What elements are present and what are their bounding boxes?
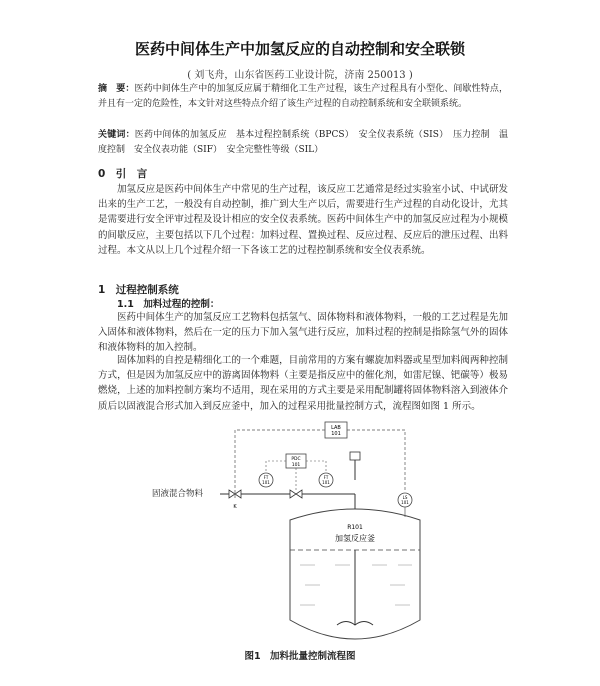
section-1-para-2: 固体加料的自控是精细化工的一个难题，目前常用的方案有螺旋加料器或星型加料阀两种控制方式，但是因为加氢反应中的游离固体物料（主要是指反应中的催化剂，如雷尼镍、钯碳等）极易燃烧，上述的加料控制方案均不适用，现在采用的方式主要是采用配制罐将固体物料溶入到液体介质后以固液混合形式加入到反应釜中，加入的过程采用批量控制方式，流程图如图 1 所示。	[98, 355, 508, 412]
pdc-signal-left	[266, 461, 286, 474]
agitator-motor	[350, 452, 360, 460]
valve-1-label: K	[233, 504, 237, 510]
reactor-name: 加氢反应釜	[335, 534, 375, 543]
section-0-heading: 0 引 言	[98, 168, 148, 180]
author-line: ( 刘飞舟，山东省医药工业设计院，济南 250013 )	[187, 70, 413, 81]
figure-caption: 图1 加料批量控制流程图	[244, 651, 356, 662]
signal-line-left	[235, 430, 325, 498]
paper-title: 医药中间体生产中加氢反应的自动控制和安全联锁	[134, 40, 465, 58]
section-1-1-heading: 1.1 加料过程的控制：	[117, 299, 220, 310]
feed-material-label: 固液混合物料	[152, 489, 204, 499]
flow-diagram	[140, 420, 470, 655]
section-0-text: 加氢反应是医药中间体生产中常见的生产过程，该反应工艺通常是经过实验室小试、中试研发出来的生产工艺，一般没有自动控制，推广到大生产以后，需要进行生产过程的自动化设计，尤其是需要进行安全评审过程及设计相应的安全仪表系统。医药中间体生产中的加氢反应过程为小规模的间歇反应，主要包括以下几个过程：加料过程、置换过程、反应过程、反应后的泄压过程、出料过程。本文从以上几个过程介绍一下各该工艺的过程控制系统和安全仪表系统。	[98, 184, 508, 256]
abstract-text: 医药中间体生产中的加氢反应属于精细化工生产过程，该生产过程具有小型化、间歇性特点，并且有一定的危险性，本文针对这些特点介绍了该生产过程的自动控制系统和安全联锁系统。	[98, 84, 508, 109]
abstract	[98, 82, 508, 112]
ft2-tag-top: FT	[323, 475, 329, 480]
section-1-heading: 1 过程控制系统	[98, 284, 179, 296]
abstract-label: 摘 要：	[98, 84, 135, 94]
pdc-signal-right	[306, 461, 326, 474]
ls-tag-top: LS	[402, 495, 408, 500]
ft2-tag-bottom: 101	[322, 480, 330, 485]
pdc-tag-top: PDC	[291, 457, 301, 462]
keywords-label: 关键词：	[98, 130, 135, 140]
lab-tag-bottom: 101	[331, 431, 341, 437]
signal-line-right	[347, 430, 405, 492]
pdc-tag-bottom: 101	[291, 463, 301, 468]
ls-tag-bottom: 101	[401, 500, 409, 505]
control-valve-2	[290, 490, 302, 498]
keywords	[98, 128, 508, 158]
ft1-tag-bottom: 101	[262, 480, 270, 485]
reactor-tag: R101	[347, 524, 363, 531]
lab-tag-top: LAB	[331, 425, 341, 431]
section-1-para-1: 医药中间体生产的加氢反应工艺物料包括氢气、固体物料和液体物料，一般的工艺过程是先加入固体和液体物料，然后在一定的压力下加入氢气进行反应，加料过程的控制是指除氢气外的固体和液体物料的加入控制。	[98, 312, 508, 354]
ft1-tag-top: FT	[263, 475, 269, 480]
keywords-text: 医药中间体的加氢反应 基本过程控制系统（BPCS） 安全仪表系统（SIS） 压力控制 温度控制 安全仪表功能（SIF） 安全完整性等级（SIL）	[98, 130, 508, 155]
